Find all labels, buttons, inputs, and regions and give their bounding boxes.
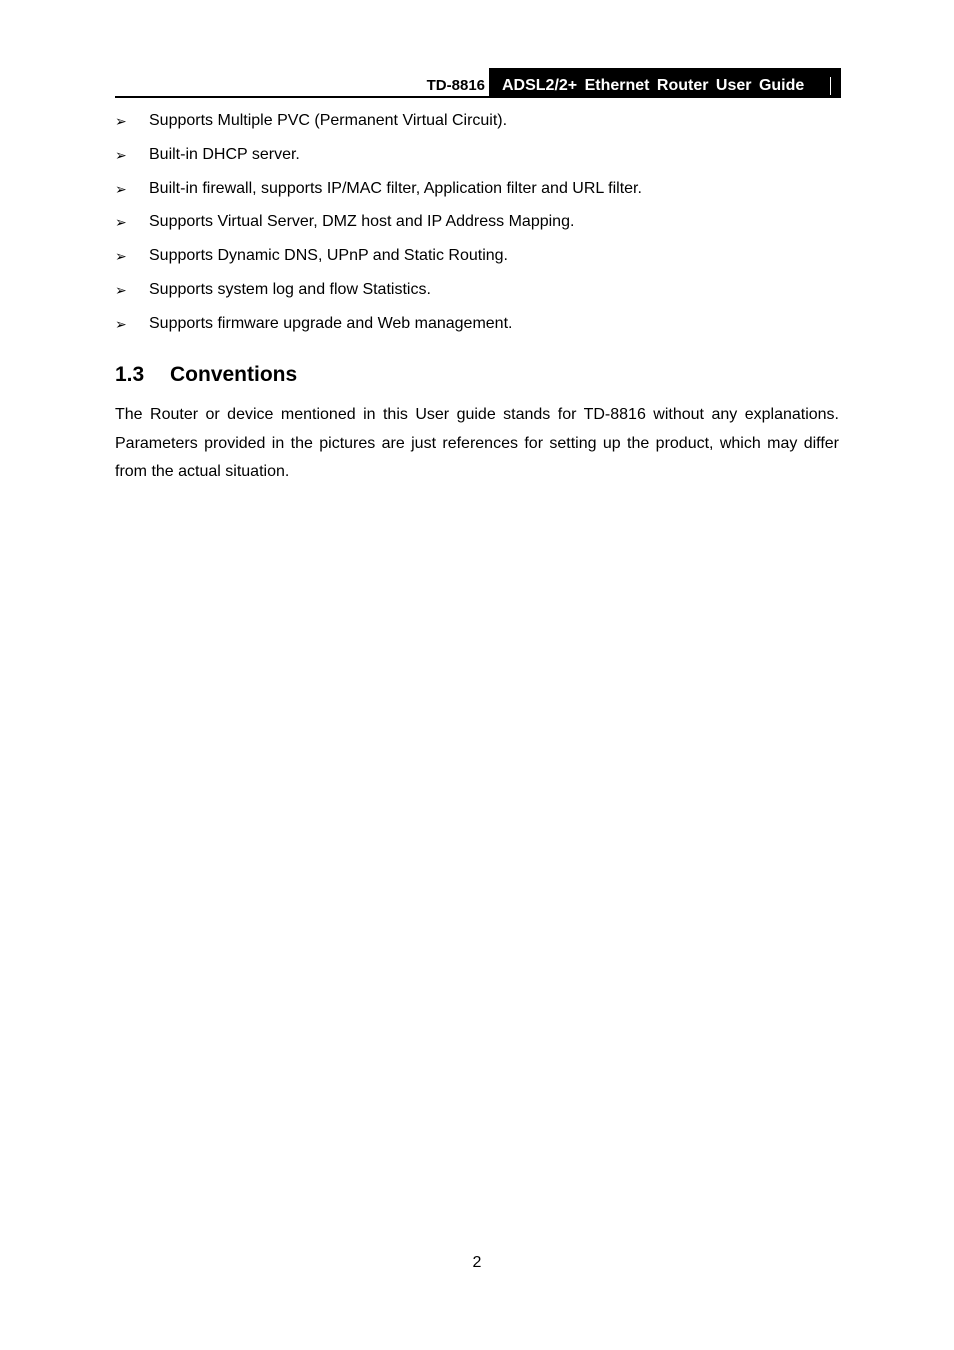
list-item-text: Supports system log and flow Statistics. [149,280,431,298]
list-item-text: Supports firmware upgrade and Web management. [149,314,513,332]
header-title: ADSL2/2+ Ethernet Router User Guide [502,77,805,94]
page-header [115,68,841,98]
list-item [115,279,841,313]
arrow-bullet-icon: ➢ [115,113,127,129]
arrow-bullet-icon: ➢ [115,146,127,163]
section-number: 1.3 [115,363,145,386]
arrow-bullet-icon: ➢ [115,248,127,265]
header-title-box [489,68,841,98]
list-item [115,178,841,212]
feature-list [115,110,841,347]
header-model: TD-8816 [426,77,485,94]
list-item [115,245,841,279]
arrow-bullet-icon: ➢ [115,180,127,197]
arrow-bullet-icon: ➢ [115,281,127,298]
list-item-text: Supports Dynamic DNS, UPnP and Static Routing. [149,247,508,265]
arrow-bullet-icon: ➢ [115,315,127,332]
section-title: Conventions [170,363,298,386]
header-box-rule [830,77,831,95]
list-item-text: Built-in DHCP server. [149,145,300,163]
list-item [115,313,841,347]
list-item [115,110,841,144]
list-item-text: Supports Virtual Server, DMZ host and IP Address Mapping. [149,213,575,231]
list-item [115,144,841,178]
section-paragraph: The Router or device mentioned in this User guide stands for TD-8816 without any explanations. Parameters provided in the pictures are just references for setting up the product, which may differ from the actual situation. [115,406,839,481]
list-item-text: Supports Multiple PVC (Permanent Virtual Circuit). [149,112,508,129]
page-number: 2 [472,1254,482,1271]
section-heading [115,362,297,388]
arrow-bullet-icon: ➢ [115,214,127,231]
list-item-text: Built-in firewall, supports IP/MAC filter, Application filter and URL filter. [149,179,642,197]
list-item [115,211,841,245]
